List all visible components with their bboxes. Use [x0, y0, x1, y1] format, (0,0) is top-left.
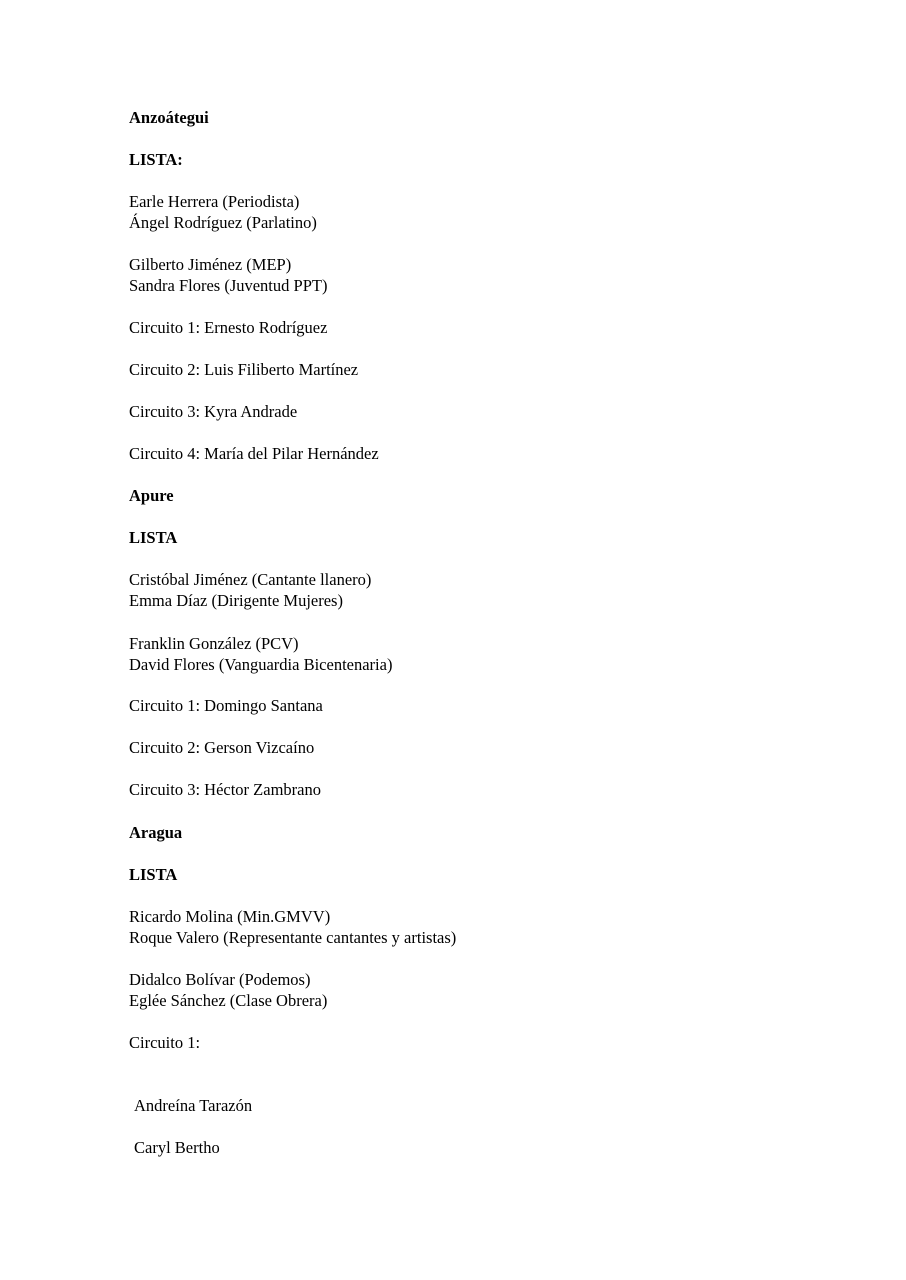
list-heading: LISTA: [129, 150, 183, 169]
circuit-candidate: Circuito 3: Héctor Zambrano [129, 780, 321, 799]
list-candidate: Cristóbal Jiménez (Cantante llanero) [129, 570, 372, 589]
list-candidate: Ángel Rodríguez (Parlatino) [129, 213, 317, 232]
list-candidate: Eglée Sánchez (Clase Obrera) [129, 991, 328, 1010]
circuit-label: Circuito 1: [129, 1033, 201, 1052]
list-candidate: Didalco Bolívar (Podemos) [129, 970, 311, 989]
circuit-candidate: Circuito 2: Gerson Vizcaíno [129, 738, 315, 757]
list-candidate: Sandra Flores (Juventud PPT) [129, 276, 328, 295]
circuit-candidate: Circuito 4: María del Pilar Hernández [129, 444, 379, 463]
list-candidate: Roque Valero (Representante cantantes y artistas) [129, 928, 457, 947]
list-candidate: Emma Díaz (Dirigente Mujeres) [129, 591, 343, 610]
circuit-candidate: Circuito 3: Kyra Andrade [129, 402, 298, 421]
list-candidate: Ricardo Molina (Min.GMVV) [129, 907, 331, 926]
circuit-candidate: Circuito 1: Domingo Santana [129, 696, 323, 715]
list-candidate: Earle Herrera (Periodista) [129, 192, 300, 211]
circuit-candidate: Circuito 2: Luis Filiberto Martínez [129, 360, 359, 379]
list-heading: LISTA [129, 528, 178, 547]
list-candidate: Franklin González (PCV) [129, 634, 299, 653]
circuit-candidate: Circuito 1: Ernesto Rodríguez [129, 318, 328, 337]
state-heading: Aragua [129, 823, 183, 842]
state-heading: Apure [129, 486, 174, 505]
circuit-candidate: Andreína Tarazón [134, 1096, 253, 1115]
list-candidate: David Flores (Vanguardia Bicentenaria) [129, 655, 393, 674]
list-heading: LISTA [129, 865, 178, 884]
state-heading: Anzoátegui [129, 108, 209, 127]
list-candidate: Gilberto Jiménez (MEP) [129, 255, 292, 274]
circuit-candidate: Caryl Bertho [134, 1138, 220, 1157]
